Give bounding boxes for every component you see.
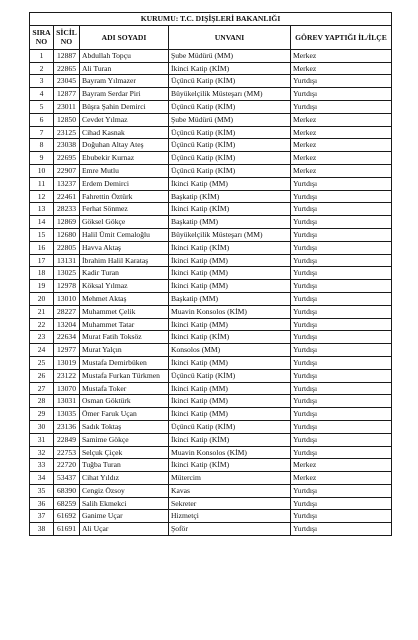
table-row: [30, 254, 392, 267]
cell-gorev-yeri: Yurtdışı: [291, 484, 392, 497]
cell-sicil-no: 22634: [54, 331, 80, 344]
cell-adi-soyadi: Sadık Toktaş: [80, 420, 169, 433]
cell-adi-soyadi: Doğuhan Altay Ateş: [80, 139, 169, 152]
cell-unvani: Başkatip (MM): [169, 292, 291, 305]
cell-sicil-no: 23038: [54, 139, 80, 152]
cell-sicil-no: 12869: [54, 216, 80, 229]
table-row: [30, 190, 392, 203]
cell-gorev-yeri: Yurtdışı: [291, 203, 392, 216]
cell-unvani: Şoför: [169, 523, 291, 536]
cell-sira-no: 30: [30, 420, 54, 433]
cell-gorev-yeri: Merkez: [291, 62, 392, 75]
cell-sira-no: 33: [30, 459, 54, 472]
cell-unvani: Şube Müdürü (MM): [169, 113, 291, 126]
cell-sicil-no: 22805: [54, 241, 80, 254]
cell-unvani: İkinci Katip (MM): [169, 356, 291, 369]
cell-unvani: Başkatip (KİM): [169, 190, 291, 203]
cell-unvani: Mütercim: [169, 472, 291, 485]
table-body: [30, 49, 392, 535]
cell-unvani: Muavin Konsolos (KİM): [169, 446, 291, 459]
cell-adi-soyadi: Ali Uçar: [80, 523, 169, 536]
cell-adi-soyadi: İbrahim Halil Karataş: [80, 254, 169, 267]
cell-sicil-no: 23125: [54, 126, 80, 139]
cell-adi-soyadi: Ali Turan: [80, 62, 169, 75]
cell-sicil-no: 13031: [54, 395, 80, 408]
cell-unvani: İkinci Katip (MM): [169, 395, 291, 408]
cell-unvani: İkinci Katip (KİM): [169, 62, 291, 75]
cell-unvani: İkinci Katip (MM): [169, 177, 291, 190]
cell-gorev-yeri: Yurtdışı: [291, 254, 392, 267]
cell-sira-no: 13: [30, 203, 54, 216]
table-row: [30, 164, 392, 177]
cell-unvani: Üçüncü Katip (KİM): [169, 420, 291, 433]
cell-unvani: Üçüncü Katip (KİM): [169, 126, 291, 139]
cell-sira-no: 17: [30, 254, 54, 267]
cell-adi-soyadi: Mustafa Furkan Türkmen: [80, 369, 169, 382]
cell-gorev-yeri: Merkez: [291, 113, 392, 126]
table-row: [30, 228, 392, 241]
cell-adi-soyadi: Büşra Şahin Demirci: [80, 100, 169, 113]
table-row: [30, 382, 392, 395]
cell-sicil-no: 12680: [54, 228, 80, 241]
cell-gorev-yeri: Yurtdışı: [291, 241, 392, 254]
cell-unvani: Üçüncü Katip (KİM): [169, 139, 291, 152]
cell-unvani: İkinci Katip (MM): [169, 267, 291, 280]
cell-sira-no: 3: [30, 75, 54, 88]
header-sira-no: SIRA NO: [30, 25, 54, 49]
cell-adi-soyadi: Ömer Faruk Uçan: [80, 408, 169, 421]
cell-sicil-no: 23011: [54, 100, 80, 113]
cell-sicil-no: 12850: [54, 113, 80, 126]
cell-unvani: İkinci Katip (MM): [169, 280, 291, 293]
cell-gorev-yeri: Yurtdışı: [291, 88, 392, 101]
table-row: [30, 152, 392, 165]
table-row: [30, 318, 392, 331]
cell-sira-no: 8: [30, 139, 54, 152]
cell-sira-no: 31: [30, 433, 54, 446]
cell-gorev-yeri: Merkez: [291, 164, 392, 177]
cell-sira-no: 23: [30, 331, 54, 344]
cell-adi-soyadi: Muhammet Çelik: [80, 305, 169, 318]
cell-sira-no: 7: [30, 126, 54, 139]
cell-sicil-no: 22695: [54, 152, 80, 165]
cell-sicil-no: 12887: [54, 49, 80, 62]
table-row: [30, 100, 392, 113]
cell-gorev-yeri: Yurtdışı: [291, 267, 392, 280]
cell-adi-soyadi: Mehmet Aktaş: [80, 292, 169, 305]
cell-sicil-no: 12978: [54, 280, 80, 293]
cell-adi-soyadi: Cengiz Özsoy: [80, 484, 169, 497]
table-row: [30, 523, 392, 536]
table-row: [30, 472, 392, 485]
cell-unvani: Üçüncü Katip (KİM): [169, 369, 291, 382]
cell-adi-soyadi: Bayram Yılmazer: [80, 75, 169, 88]
cell-unvani: Başkatip (MM): [169, 216, 291, 229]
cell-gorev-yeri: Yurtdışı: [291, 369, 392, 382]
table-row: [30, 203, 392, 216]
cell-adi-soyadi: Cihat Yıldız: [80, 472, 169, 485]
table-row: [30, 280, 392, 293]
cell-unvani: İkinci Katip (MM): [169, 408, 291, 421]
cell-unvani: Şube Müdürü (MM): [169, 49, 291, 62]
header-sicil-no: SİCİL NO: [54, 25, 80, 49]
cell-gorev-yeri: Merkez: [291, 152, 392, 165]
cell-gorev-yeri: Merkez: [291, 472, 392, 485]
cell-adi-soyadi: Salih Ekmekci: [80, 497, 169, 510]
cell-sira-no: 32: [30, 446, 54, 459]
table-row: [30, 216, 392, 229]
cell-unvani: İkinci Katip (KİM): [169, 203, 291, 216]
cell-sira-no: 2: [30, 62, 54, 75]
table-row: [30, 305, 392, 318]
cell-sira-no: 11: [30, 177, 54, 190]
cell-gorev-yeri: Yurtdışı: [291, 75, 392, 88]
cell-gorev-yeri: Yurtdışı: [291, 446, 392, 459]
table-row: [30, 75, 392, 88]
table-row: [30, 510, 392, 523]
cell-unvani: Üçüncü Katip (KİM): [169, 152, 291, 165]
cell-adi-soyadi: Cevdet Yılmaz: [80, 113, 169, 126]
header-unvani: UNVANI: [169, 25, 291, 49]
cell-gorev-yeri: Yurtdışı: [291, 523, 392, 536]
cell-sira-no: 34: [30, 472, 54, 485]
cell-sicil-no: 13237: [54, 177, 80, 190]
cell-sicil-no: 68259: [54, 497, 80, 510]
cell-adi-soyadi: Kadir Turan: [80, 267, 169, 280]
cell-gorev-yeri: Yurtdışı: [291, 395, 392, 408]
table-row: [30, 484, 392, 497]
cell-sira-no: 37: [30, 510, 54, 523]
cell-gorev-yeri: Yurtdışı: [291, 382, 392, 395]
table-row: [30, 369, 392, 382]
cell-adi-soyadi: Samime Gökçe: [80, 433, 169, 446]
cell-gorev-yeri: Yurtdışı: [291, 280, 392, 293]
cell-sira-no: 16: [30, 241, 54, 254]
cell-adi-soyadi: Bayram Serdar Piri: [80, 88, 169, 101]
cell-unvani: İkinci Katip (KİM): [169, 331, 291, 344]
cell-adi-soyadi: Osman Göktürk: [80, 395, 169, 408]
table-row: [30, 344, 392, 357]
cell-sicil-no: 68390: [54, 484, 80, 497]
table-row: [30, 331, 392, 344]
table-row: [30, 267, 392, 280]
cell-sicil-no: 12977: [54, 344, 80, 357]
cell-gorev-yeri: Merkez: [291, 459, 392, 472]
cell-sira-no: 25: [30, 356, 54, 369]
cell-adi-soyadi: Ferhat Sönmez: [80, 203, 169, 216]
cell-sira-no: 21: [30, 305, 54, 318]
cell-sira-no: 6: [30, 113, 54, 126]
cell-gorev-yeri: Yurtdışı: [291, 292, 392, 305]
cell-unvani: Üçüncü Katip (KİM): [169, 164, 291, 177]
cell-sira-no: 27: [30, 382, 54, 395]
cell-gorev-yeri: Yurtdışı: [291, 420, 392, 433]
cell-gorev-yeri: Yurtdışı: [291, 344, 392, 357]
cell-sira-no: 18: [30, 267, 54, 280]
table-row: [30, 395, 392, 408]
cell-adi-soyadi: Abdullah Topçu: [80, 49, 169, 62]
table-row: [30, 433, 392, 446]
cell-unvani: Kavas: [169, 484, 291, 497]
cell-unvani: Üçüncü Katip (KİM): [169, 75, 291, 88]
table-row: [30, 356, 392, 369]
cell-gorev-yeri: Yurtdışı: [291, 177, 392, 190]
cell-sicil-no: 13019: [54, 356, 80, 369]
table-row: [30, 177, 392, 190]
table-row: [30, 459, 392, 472]
cell-sira-no: 14: [30, 216, 54, 229]
cell-gorev-yeri: Yurtdışı: [291, 305, 392, 318]
cell-adi-soyadi: Cihad Kasnak: [80, 126, 169, 139]
cell-sicil-no: 12877: [54, 88, 80, 101]
cell-unvani: İkinci Katip (MM): [169, 318, 291, 331]
cell-sicil-no: 13035: [54, 408, 80, 421]
cell-sicil-no: 28233: [54, 203, 80, 216]
cell-unvani: İkinci Katip (KİM): [169, 241, 291, 254]
cell-unvani: İkinci Katip (MM): [169, 382, 291, 395]
cell-gorev-yeri: Merkez: [291, 126, 392, 139]
cell-unvani: İkinci Katip (MM): [169, 254, 291, 267]
cell-sira-no: 5: [30, 100, 54, 113]
cell-sira-no: 38: [30, 523, 54, 536]
cell-sira-no: 36: [30, 497, 54, 510]
table-row: [30, 408, 392, 421]
cell-sicil-no: 22849: [54, 433, 80, 446]
cell-sicil-no: 61691: [54, 523, 80, 536]
cell-gorev-yeri: Yurtdışı: [291, 497, 392, 510]
cell-sira-no: 10: [30, 164, 54, 177]
cell-unvani: İkinci Katip (KİM): [169, 433, 291, 446]
cell-gorev-yeri: Yurtdışı: [291, 228, 392, 241]
cell-unvani: Büyükelçilik Müsteşarı (MM): [169, 88, 291, 101]
cell-gorev-yeri: Merkez: [291, 49, 392, 62]
cell-adi-soyadi: Selçuk Çiçek: [80, 446, 169, 459]
cell-unvani: Sekreter: [169, 497, 291, 510]
cell-gorev-yeri: Yurtdışı: [291, 318, 392, 331]
cell-sicil-no: 23122: [54, 369, 80, 382]
cell-gorev-yeri: Yurtdışı: [291, 100, 392, 113]
table-row: [30, 446, 392, 459]
cell-gorev-yeri: Yurtdışı: [291, 216, 392, 229]
cell-sicil-no: 23136: [54, 420, 80, 433]
cell-sicil-no: 13010: [54, 292, 80, 305]
cell-sira-no: 15: [30, 228, 54, 241]
cell-gorev-yeri: Yurtdışı: [291, 433, 392, 446]
cell-unvani: Üçüncü Katip (KİM): [169, 100, 291, 113]
cell-adi-soyadi: Erdem Demirci: [80, 177, 169, 190]
cell-sira-no: 35: [30, 484, 54, 497]
cell-gorev-yeri: Yurtdışı: [291, 510, 392, 523]
cell-sira-no: 24: [30, 344, 54, 357]
personnel-table: [29, 12, 392, 536]
cell-sicil-no: 22865: [54, 62, 80, 75]
cell-sira-no: 29: [30, 408, 54, 421]
cell-adi-soyadi: Murat Fatih Toksöz: [80, 331, 169, 344]
cell-sira-no: 22: [30, 318, 54, 331]
cell-adi-soyadi: Halil Ümit Cemaloğlu: [80, 228, 169, 241]
cell-sicil-no: 28227: [54, 305, 80, 318]
cell-sira-no: 9: [30, 152, 54, 165]
cell-sira-no: 20: [30, 292, 54, 305]
cell-sicil-no: 53437: [54, 472, 80, 485]
cell-gorev-yeri: Yurtdışı: [291, 408, 392, 421]
table-row: [30, 497, 392, 510]
cell-sira-no: 12: [30, 190, 54, 203]
cell-gorev-yeri: Yurtdışı: [291, 356, 392, 369]
cell-unvani: İkinci Katip (KİM): [169, 459, 291, 472]
table-row: [30, 49, 392, 62]
cell-sira-no: 28: [30, 395, 54, 408]
cell-sicil-no: 22720: [54, 459, 80, 472]
cell-sira-no: 19: [30, 280, 54, 293]
table-title: KURUMU: T.C. DIŞİŞLERİ BAKANLIĞI: [30, 13, 392, 26]
cell-unvani: Büyükelçilik Müsteşarı (MM): [169, 228, 291, 241]
table-row: [30, 126, 392, 139]
cell-unvani: Hizmetçi: [169, 510, 291, 523]
cell-sicil-no: 13070: [54, 382, 80, 395]
cell-adi-soyadi: Fahrettin Öztürk: [80, 190, 169, 203]
header-gorev-yeri: GÖREV YAPTIĞI İL/İLÇE: [291, 25, 392, 49]
cell-sicil-no: 22461: [54, 190, 80, 203]
cell-gorev-yeri: Yurtdışı: [291, 331, 392, 344]
cell-unvani: Muavin Konsolos (KİM): [169, 305, 291, 318]
cell-adi-soyadi: Ebubekir Kurnaz: [80, 152, 169, 165]
cell-sicil-no: 22753: [54, 446, 80, 459]
cell-sicil-no: 13204: [54, 318, 80, 331]
cell-adi-soyadi: Mustafa Demirbüken: [80, 356, 169, 369]
cell-sicil-no: 13025: [54, 267, 80, 280]
cell-adi-soyadi: Murat Yalçın: [80, 344, 169, 357]
table-row: [30, 139, 392, 152]
cell-adi-soyadi: Emre Mutlu: [80, 164, 169, 177]
table-row: [30, 420, 392, 433]
table-row: [30, 292, 392, 305]
cell-adi-soyadi: Muhammet Tatar: [80, 318, 169, 331]
table-row: [30, 88, 392, 101]
table-row: [30, 62, 392, 75]
cell-adi-soyadi: Havva Aktaş: [80, 241, 169, 254]
cell-sira-no: 26: [30, 369, 54, 382]
cell-adi-soyadi: Tuğba Turan: [80, 459, 169, 472]
cell-sicil-no: 61692: [54, 510, 80, 523]
cell-adi-soyadi: Köksal Yılmaz: [80, 280, 169, 293]
cell-sira-no: 1: [30, 49, 54, 62]
cell-sicil-no: 23045: [54, 75, 80, 88]
table-row: [30, 113, 392, 126]
cell-adi-soyadi: Ganime Uçar: [80, 510, 169, 523]
cell-adi-soyadi: Mustafa Toker: [80, 382, 169, 395]
table-row: [30, 241, 392, 254]
cell-sicil-no: 22907: [54, 164, 80, 177]
cell-gorev-yeri: Merkez: [291, 139, 392, 152]
header-adi-soyadi: ADI SOYADI: [80, 25, 169, 49]
cell-unvani: Konsolos (MM): [169, 344, 291, 357]
cell-sira-no: 4: [30, 88, 54, 101]
cell-sicil-no: 13131: [54, 254, 80, 267]
cell-adi-soyadi: Göksel Gökçe: [80, 216, 169, 229]
cell-gorev-yeri: Yurtdışı: [291, 190, 392, 203]
